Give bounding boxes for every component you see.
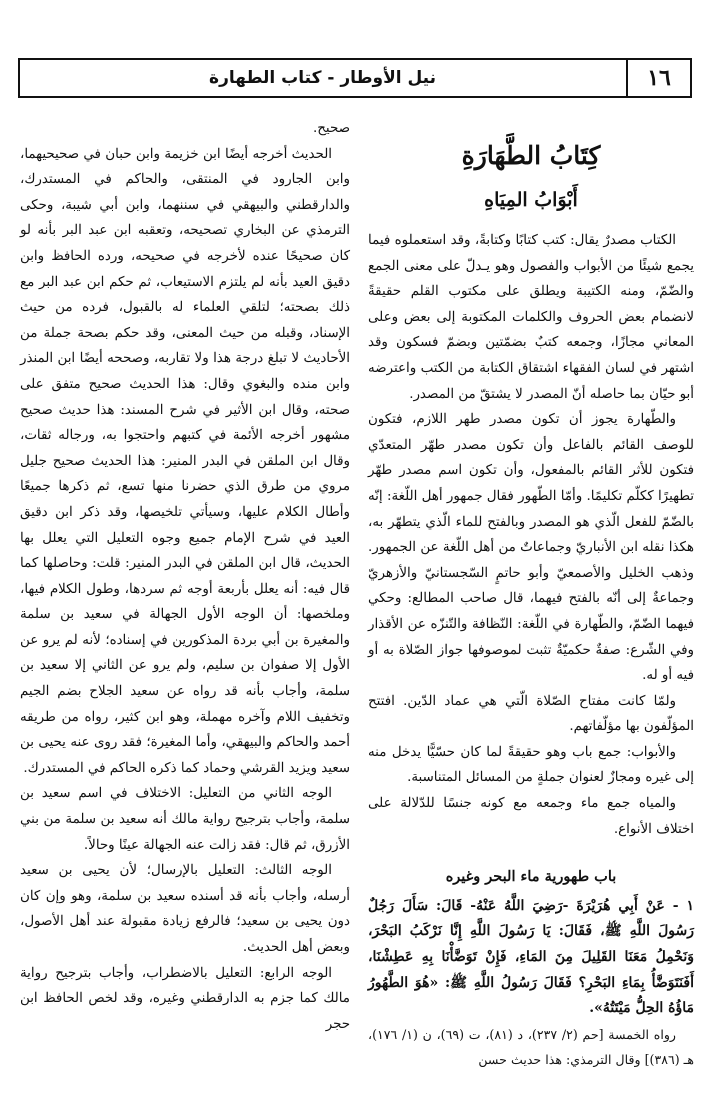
paragraph: والطّهارة يجوز أن تكون مصدر طهر اللازم، فتكون للوصف القائم بالفاعل وأن تكون مصدر طهّر المتعدّي فتكون للأثر القائم بالمفعول، وأن تكون اسم مصدر طهّر تطهيرًا ككلّم تكليمًا. وأمّا الطّهور فقال جمهور أهل اللّغة: إنّه بالضّمّ للفعل الّذي هو المصدر وبالفتح للماء الّذي يتطهّر به، هكذا نقله ابن الأنباريّ وجماعاتٌ من أهل اللّغة عن الجمهور. وذهب الخليل والأصمعيّ وأبو حاتمٍ السّجستانيّ والأزهريّ وجماعةٌ إلى أنّه بالفتح فيهما، قال صاحب المطالع: وحكي فيهما الضّمّ، والطّهارة في اللّغة: النّظافة والتّنزّه عن الأقذار وفي الشّرع: صفةٌ حكميّةٌ تثبت لموصوفها جواز الصّلاة به أو فيه أو له. [368, 412, 694, 684]
hadith-text: ١ - عَنْ أَبِي هُرَيْرَةَ -رَضِيَ اللَّهُ عَنْهُ- قَالَ: سَأَلَ رَجُلٌ رَسُولَ اللَّهِ ﷺ، فَقَالَ: يَا رَسُولَ اللَّهِ إِنَّا نَرْكَبُ البَحْرَ، وَنَحْمِلُ مَعَنَا القَلِيلَ مِنَ المَاءِ، فَإِنْ تَوَضَّأْنَا بِهِ عَطِشْنَا، أَفَنَتَوَضَّأُ بِمَاءِ البَحْرِ؟ فَقَالَ رَسُولُ اللَّهِ ﷺ: «هُوَ الطَّهُورُ مَاؤُهُ الحِلُّ مَيْتَتُهُ». [368, 897, 694, 1017]
paragraph: الوجه الثالث: التعليل بالإرسال؛ لأن يحيى بن سعيد أرسله، وأجاب بأنه قد أسنده سعيد بن سلمة، وهو وإن كان دون يحيى بن سعيد؛ فالرفع زيادة مقبولة عند أهل الأصول، وبعض أهل الحديث. [20, 863, 350, 955]
paragraph: الكتاب مصدرٌ يقال: كتب كتابًا وكتابةً، وقد استعملوه فيما يجمع شيئًا من الأبواب والفصول وهو يـدلّ على معنى الجمع والضّمّ، ومنه الكتيبة ويطلق على مكتوب القلم حقيقةً لانضمام بعض الحروف والكلمات المكتوبة إلى بعض وعلى المعاني مجازًا، وجمعه كتبٌ بضمّتين وبضمّ فسكون وقد اشتهر في لسان الفقهاء اشتقاق الكتابة من الكتب واعترضه أبو حيّان بما حاصله أنّ المصدر لا يشتقّ من المصدر. [368, 233, 694, 402]
right-column [368, 108, 694, 1073]
paragraph: ولمّا كانت مفتاح الصّلاة الّتي هي عماد الدّين. افتتح المؤلّفون بها مؤلّفاتهم. [368, 693, 694, 735]
paragraph: الوجه الرابع: التعليل بالاضطراب، وأجاب بترجيح رواية مالك كما جزم به الدارقطني وغيره، وقد لخص الحافظ ابن حجر [20, 965, 350, 1032]
section-title: أَبْوَابُ المِيَاهِ [484, 189, 578, 211]
left-column [20, 116, 350, 1037]
chapter-title: كِتَابُ الطَّهَارَةِ [461, 141, 601, 170]
bab-title: باب طهورية ماء البحر وغيره [445, 868, 617, 886]
page-number: ١٦ [626, 60, 690, 96]
paragraph: والأبواب: جمع باب وهو حقيقةً لما كان حسّيًّا يدخل منه إلى غيره ومجازٌ لعنوان جملةٍ من المسائل المتناسبة. [368, 744, 694, 786]
paragraph: الحديث أخرجه أيضًا ابن خزيمة وابن حبان في صحيحيهما، وابن الجارود في المنتقى، والحاكم في المستدرك، والدارقطني والبيهقي في سننهما، وابن أبي شيبة، وحكى الترمذي عن البخاري تصحيحه، وتعقبه ابن عبد البر بأنه لو كان صحيحًا عنده لأخرجه في صحيحه، ورده الحافظ وابن دقيق العيد بأنه لم يلتزم الاستيعاب، ثم حكم ابن عبد البر مع ذلك بصحته؛ لتلقي العلماء له بالقبول، فرده من حيث الإسناد، وقبله من حيث المعنى، وقد حكم بصحة جملة من الأحاديث لا تبلغ درجة هذا ولا تقاربه، وصححه أيضًا ابن المنذر وابن منده والبغوي وقال: هذا الحديث صحيح متفق على صحته، وقال ابن الأثير في شرح المسند: هذا حديث صحيح مشهور أخرجه الأئمة في كتبهم واحتجوا به، ورجاله ثقات، وقال ابن الملقن في البدر المنير: هذا الحديث صحيح جليل مروي من طرق الذي حضرنا منها تسع، ثم ذكرها جميعًا وأطال الكلام عليها، وسيأتي تلخيصها، وقد ذكر ابن دقيق العيد في شرح الإمام جميع وجوه التعليل التي يعلل بها الحديث، قال ابن الملقن في البدر المنير: قلت: وحاصلها كما قال فيه: أنه يعلل بأربعة أوجه ثم سردها، وطول الكلام فيها، وملخصها: أن الوجه الأول الجهالة في سعيد بن سلمة والمغيرة بن أبي بردة المذكورين في إسناده؛ لأنه لم يرو عن الأول إلا صفوان بن سليم، ولم يرو عن الثاني إلا سعيد بن سلمة، وأجاب بأنه قد رواه عن سعيد الجلاح بضم الجيم وتخفيف اللام وآخره مهملة، وهو ابن كثير، رواه من طريقه أحمد والحاكم والبيهقي، وأما المغيرة؛ فقد روى عنه يحيى بن سعيد ويزيد القرشي وحماد كما ذكره الحاكم في المستدرك. [20, 146, 350, 776]
takhrij-text: رواه الخمسة [حم (٢/ ٢٣٧)، د (٨١)، ت (٦٩)، ن (١/ ١٧٦)، هـ (٣٨٦)] وقال الترمذي: هذا حديث حسن [368, 1026, 694, 1068]
page-header [18, 58, 692, 98]
paragraph: الوجه الثاني من التعليل: الاختلاف في اسم سعيد بن سلمة، وأجاب بترجيح رواية مالك أنه سعيد بن سلمة من بني الأزرق، ثم قال: فقد زالت عنه الجهالة عينًا وحالاً. [20, 786, 350, 853]
paragraph: صحيح. [313, 121, 350, 136]
paragraph: والمياه جمع ماء وجمعه مع كونه جنسًا للدّلالة على اختلاف الأنواع. [368, 796, 694, 837]
running-title: نيل الأوطار - كتاب الطهارة [209, 68, 436, 88]
